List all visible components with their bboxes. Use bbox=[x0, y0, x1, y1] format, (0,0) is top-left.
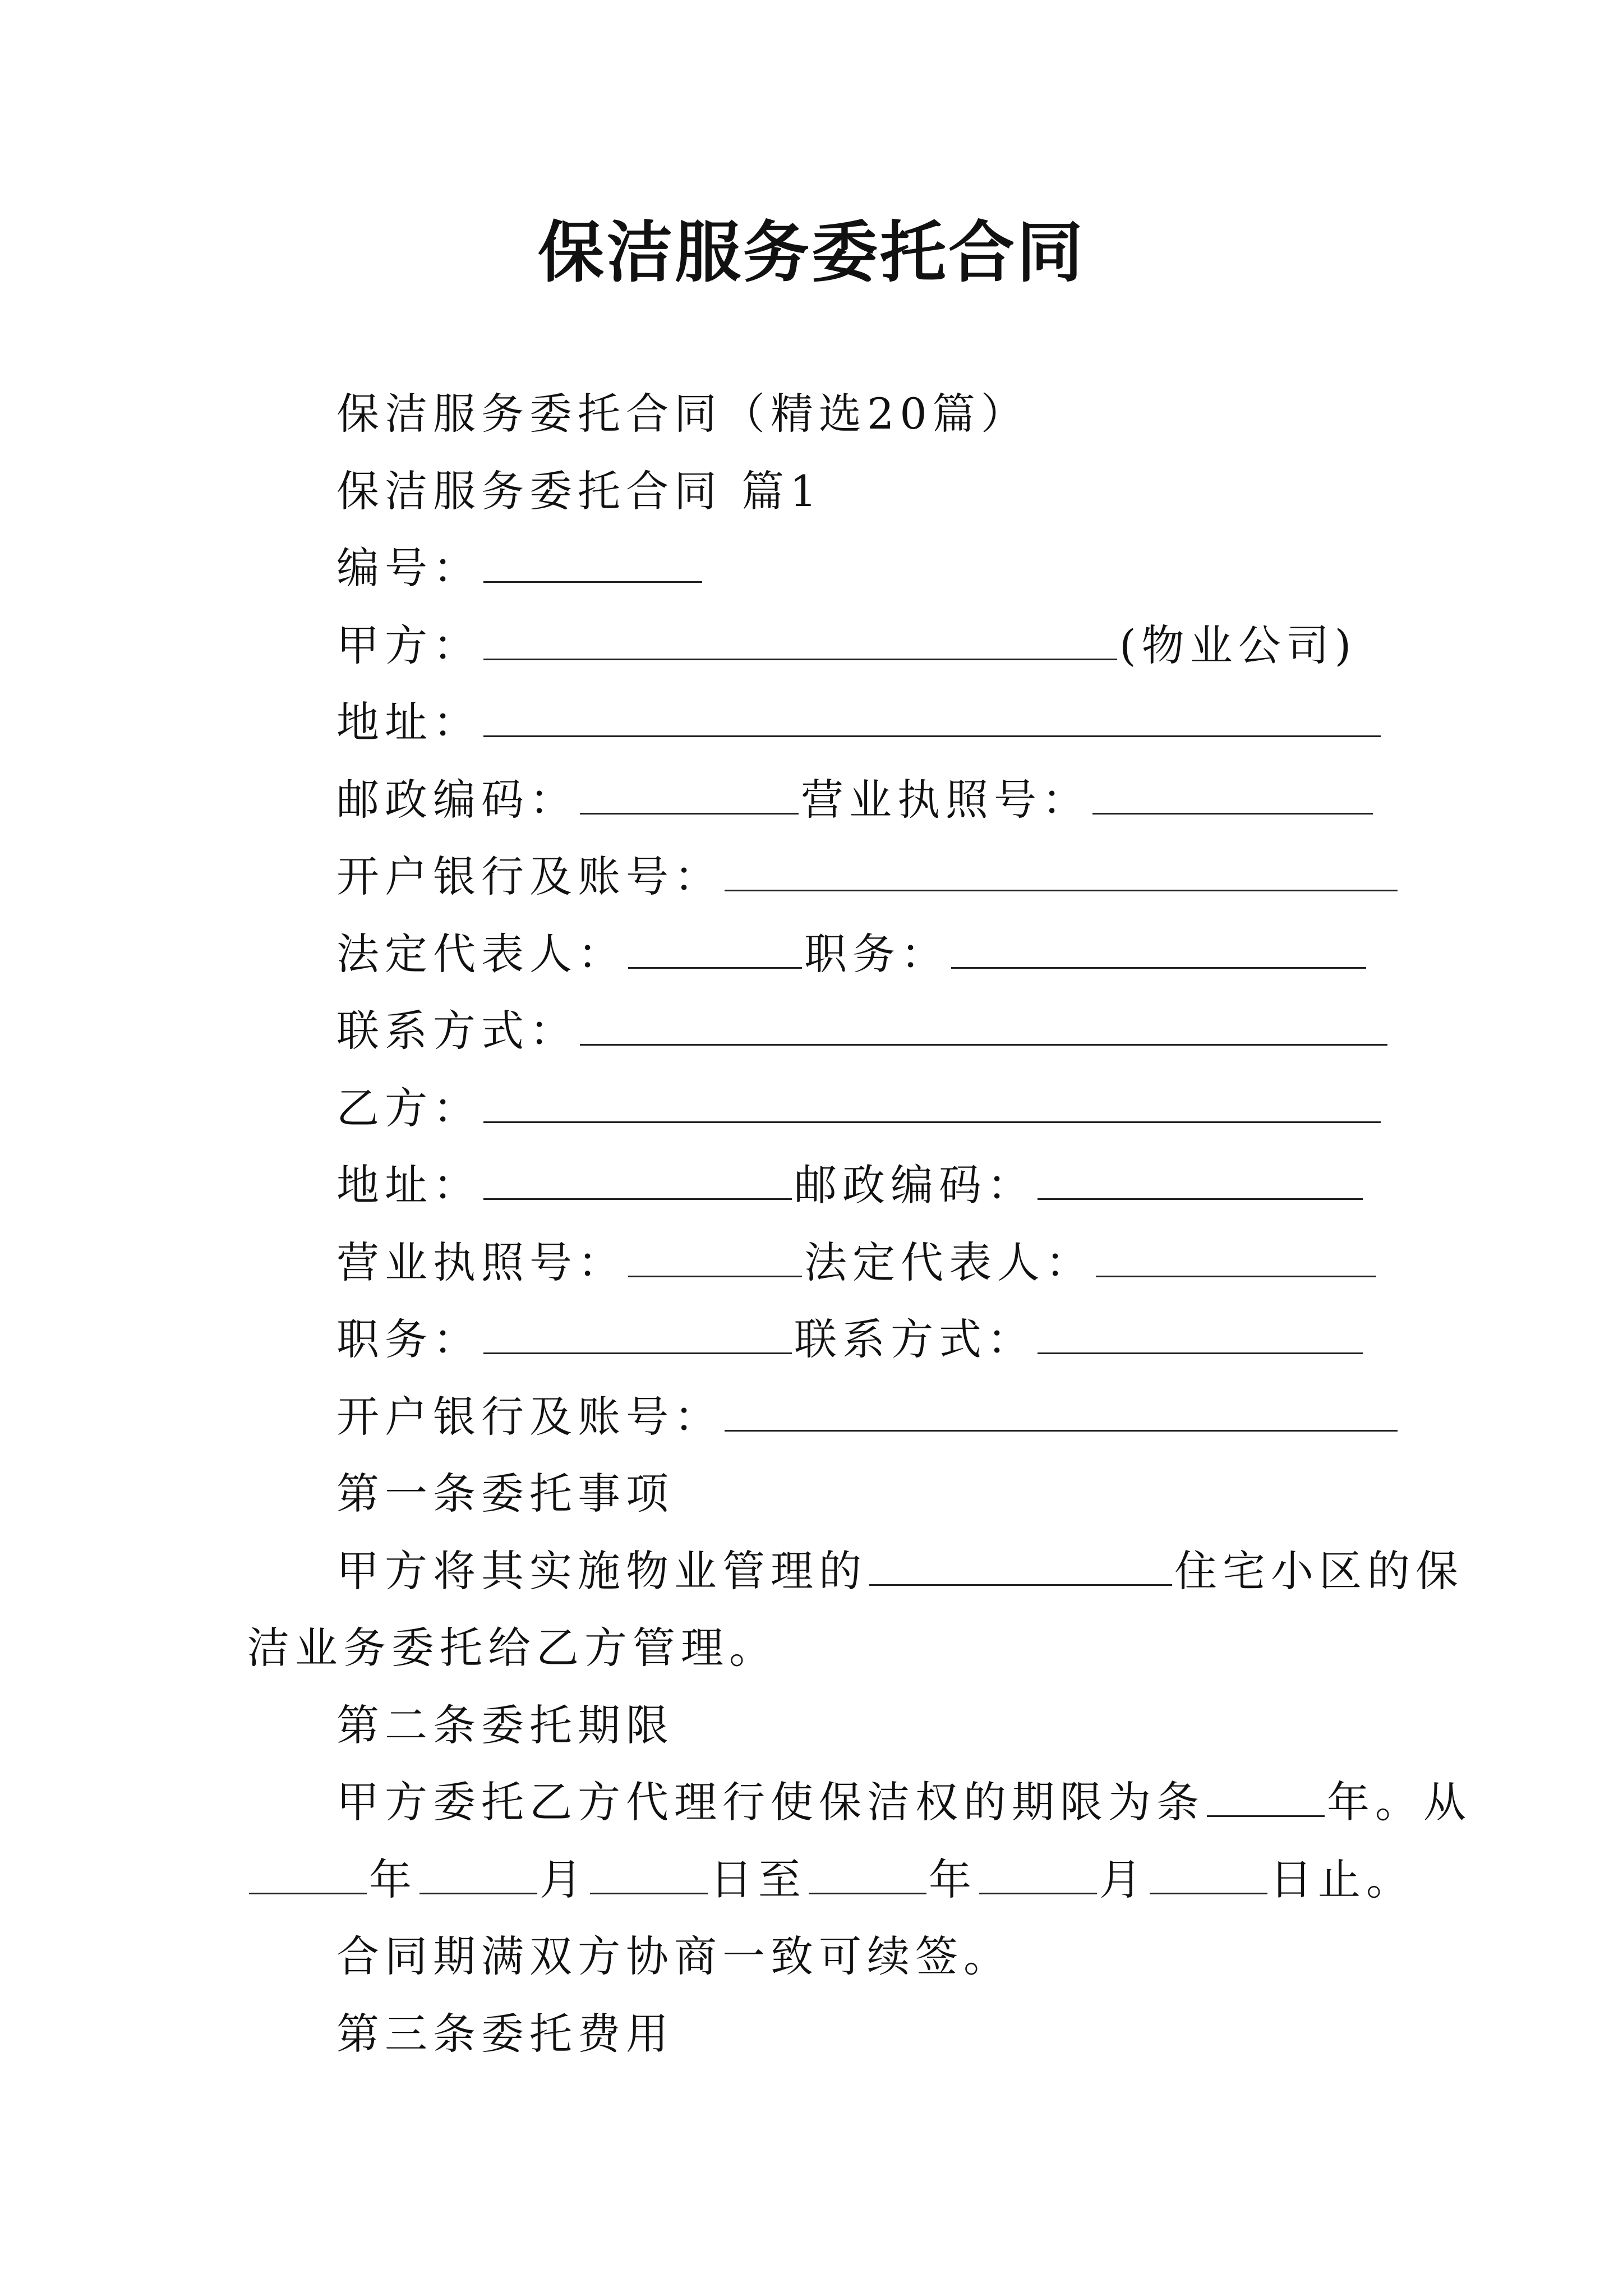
contact-label: 联系方式： bbox=[794, 1314, 1035, 1364]
term-years-blank bbox=[1207, 1783, 1325, 1817]
year-label: 年 bbox=[369, 1855, 417, 1904]
end-day-blank bbox=[1150, 1860, 1267, 1894]
article1-title: 第一条委托事项 bbox=[336, 1469, 674, 1519]
party-b-bank-row bbox=[336, 1392, 1400, 1442]
article1-text-line1 bbox=[336, 1546, 1464, 1596]
article2-date-line bbox=[247, 1855, 1414, 1904]
party-a-address-blank bbox=[483, 703, 1381, 737]
article1-text-a: 甲方将其实施物业管理的 bbox=[336, 1546, 867, 1596]
postcode-label: 邮政编码： bbox=[794, 1160, 1035, 1210]
party-b-address-blank bbox=[483, 1166, 792, 1200]
party-a-row bbox=[336, 620, 1357, 670]
party-b-label: 乙方： bbox=[336, 1083, 481, 1133]
contact-label: 联系方式： bbox=[336, 1006, 578, 1056]
license-label: 营业执照号： bbox=[336, 1237, 626, 1287]
party-b-contact-blank bbox=[1038, 1320, 1363, 1354]
article2-text-a: 甲方委托乙方代理行使保洁权的期限为条 bbox=[336, 1777, 1205, 1827]
day-end-label: 日止。 bbox=[1270, 1855, 1414, 1904]
address-label: 地址： bbox=[336, 1160, 481, 1210]
party-a-suffix: (物业公司) bbox=[1119, 620, 1357, 670]
party-b-bank-blank bbox=[725, 1397, 1398, 1432]
number-blank bbox=[483, 549, 702, 583]
party-b-position-blank bbox=[483, 1320, 792, 1354]
start-day-blank bbox=[590, 1860, 708, 1894]
party-a-position-blank bbox=[951, 935, 1366, 969]
section-heading: 保洁服务委托合同 篇1 bbox=[336, 466, 823, 516]
address-label: 地址： bbox=[336, 697, 481, 747]
legal-rep-label: 法定代表人： bbox=[336, 929, 626, 979]
year-label: 年 bbox=[929, 1855, 977, 1904]
party-a-rep-blank bbox=[628, 935, 802, 969]
party-a-bank-row bbox=[336, 852, 1400, 901]
month-label: 月 bbox=[1099, 1855, 1147, 1904]
party-b-license-blank bbox=[628, 1243, 802, 1277]
bank-label: 开户银行及账号： bbox=[336, 1392, 722, 1442]
article2-text-line1 bbox=[336, 1777, 1472, 1827]
number-label: 编号： bbox=[336, 543, 481, 593]
party-a-contact-blank bbox=[580, 1011, 1387, 1046]
article1-text-b: 住宅小区的保 bbox=[1174, 1546, 1464, 1596]
document-title: 保洁服务委托合同 bbox=[537, 214, 1085, 291]
position-label: 职务： bbox=[804, 929, 949, 979]
article2-text-b: 年。从 bbox=[1327, 1777, 1472, 1827]
party-b-row bbox=[336, 1083, 1383, 1133]
party-a-contact-row bbox=[336, 1006, 1390, 1056]
start-year-blank bbox=[249, 1860, 367, 1894]
party-a-blank bbox=[483, 626, 1117, 660]
party-a-license-blank bbox=[1092, 780, 1373, 815]
bank-label: 开户银行及账号： bbox=[336, 852, 722, 901]
party-b-position-row bbox=[336, 1314, 1365, 1364]
position-label: 职务： bbox=[336, 1314, 481, 1364]
party-a-label: 甲方： bbox=[336, 620, 481, 670]
party-a-postcode-row bbox=[336, 775, 1375, 825]
party-b-address-row bbox=[336, 1160, 1365, 1210]
article1-text-line2: 洁业务委托给乙方管理。 bbox=[247, 1623, 777, 1673]
month-label: 月 bbox=[540, 1855, 588, 1904]
party-b-license-row bbox=[336, 1237, 1378, 1287]
end-month-blank bbox=[979, 1860, 1097, 1894]
article3-title: 第三条委托费用 bbox=[336, 2009, 674, 2059]
document-subtitle: 保洁服务委托合同（精选20篇） bbox=[336, 389, 1029, 439]
party-b-rep-blank bbox=[1096, 1243, 1376, 1277]
party-a-rep-row bbox=[336, 929, 1368, 979]
end-year-blank bbox=[809, 1860, 926, 1894]
article2-title: 第二条委托期限 bbox=[336, 1700, 674, 1750]
party-a-address-row bbox=[336, 697, 1383, 747]
article2-renew: 合同期满双方协商一致可续签。 bbox=[336, 1931, 1012, 1981]
party-b-blank bbox=[483, 1089, 1381, 1123]
party-a-postcode-blank bbox=[580, 780, 799, 815]
number-row bbox=[336, 543, 704, 593]
community-name-blank bbox=[869, 1552, 1172, 1586]
party-a-bank-blank bbox=[725, 857, 1398, 891]
start-month-blank bbox=[419, 1860, 537, 1894]
postcode-label: 邮政编码： bbox=[336, 775, 578, 825]
party-b-postcode-blank bbox=[1038, 1166, 1363, 1200]
legal-rep-label: 法定代表人： bbox=[804, 1237, 1094, 1287]
license-label: 营业执照号： bbox=[801, 775, 1090, 825]
day-to-label: 日至 bbox=[710, 1855, 806, 1904]
